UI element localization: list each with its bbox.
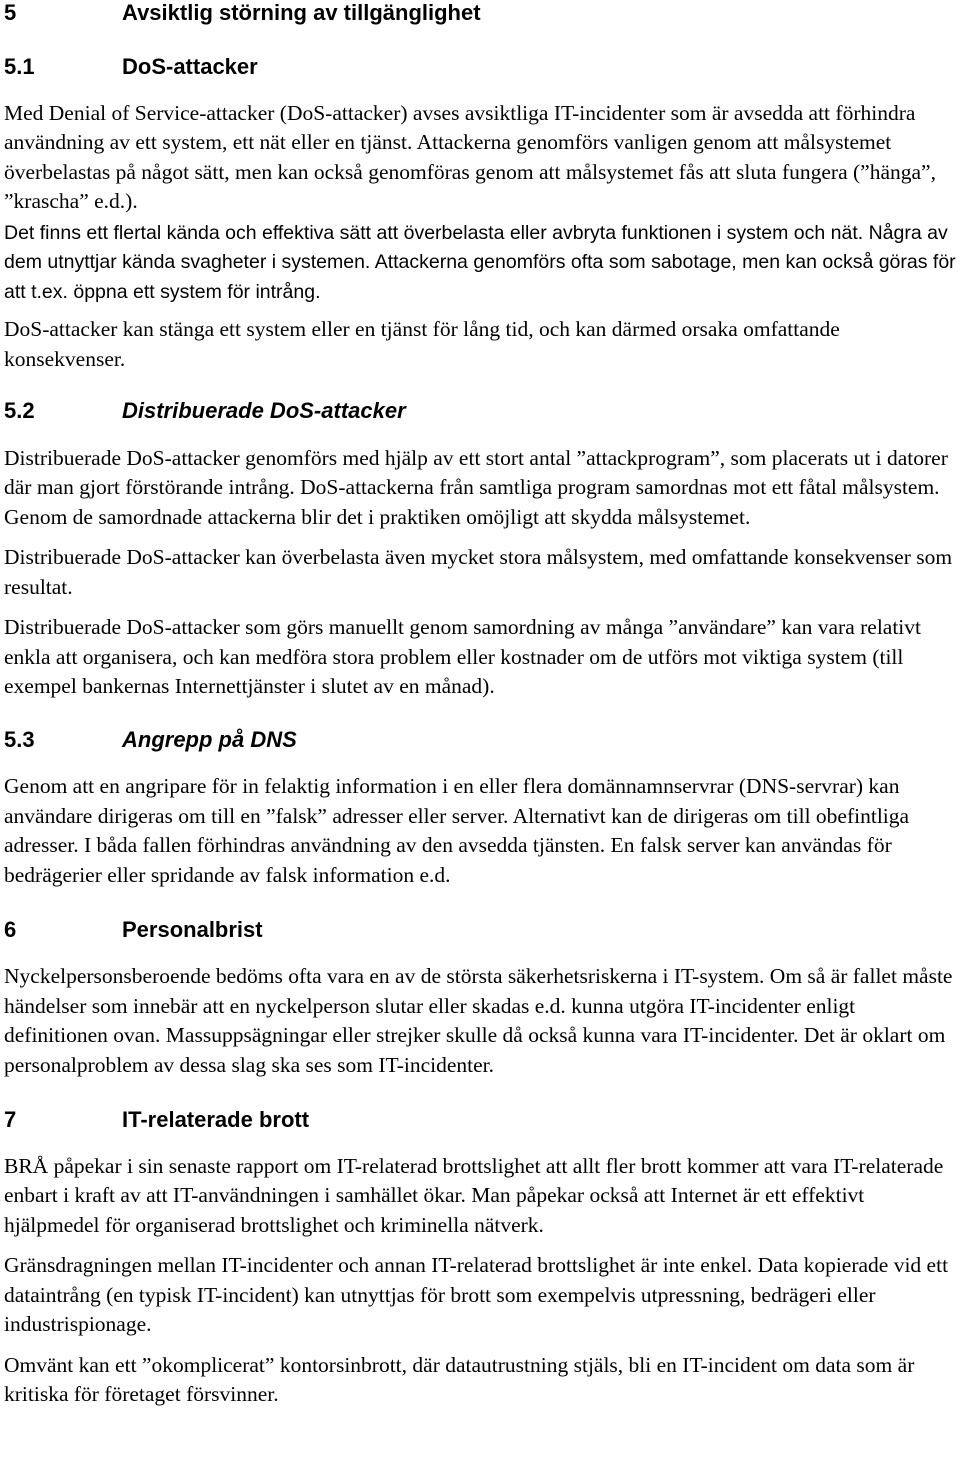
paragraph-dos-methods: Det finns ett flertal kända och effektiva sätt att överbelasta eller avbryta funktionen i system och nät. Några av dem utnyttjar kända svagheter i systemen. Attackerna genomförs ofta som sabotage, men kan också göras för att t.ex. öppna ett system för intrång. — [4, 221, 956, 303]
heading-section-6 — [4, 917, 956, 943]
heading-section-7 — [4, 1107, 956, 1133]
section-number: 5.1 — [4, 54, 35, 80]
section-number: 6 — [4, 917, 17, 943]
section-title: Angrepp på DNS — [122, 726, 297, 752]
paragraph-ddos-manual: Distribuerade DoS-attacker som görs manuellt genom samordning av många ”användare” kan vara relativt enkla att organisera, och kan medföra stora problem eller kostnader om de utförs mot viktiga system (till exempel bankernas Internettjänster i slutet av en månad). — [4, 615, 922, 699]
paragraph-bra-rapport: BRÅ påpekar i sin senaste rapport om IT-relaterad brottslighet att allt fler brott kommer att vara IT-relaterade enbart i kraft av att IT-användningen i samhället ökar. Man påpekar också att Internet är ett effektivt hjälpmedel för organiserad brottslighet och kriminella nätverk. — [4, 1153, 944, 1237]
paragraph-gransdragning: Gränsdragningen mellan IT-incidenter och annan IT-relaterad brottslighet är inte enkel. Data kopierade vid ett dataintrång (en typisk IT-incident) kan utnyttjas för brott som exempelvis utpressning, bedrägeri eller industrispionage. — [4, 1253, 949, 1337]
heading-section-5-3 — [4, 727, 956, 753]
section-number: 5 — [4, 0, 17, 25]
paragraph-kontorsinbrott: Omvänt kan ett ”okomplicerat” kontorsinbrott, där datautrustning stjäls, bli en IT-incident om data som är kritiska för företaget försvinner. — [4, 1352, 915, 1407]
section-title: Distribuerade DoS-attacker — [122, 398, 406, 424]
section-title: Personalbrist — [122, 917, 263, 943]
section-number: 5.3 — [4, 726, 35, 752]
paragraph-personalbrist: Nyckelpersonsberoende bedöms ofta vara en av de största säkerhetsriskerna i IT-system. Om så är fallet måste händelser som innebär att en nyckelperson slutar eller skadas e.d. kunna utgöra IT-incidenter enligt definitionen ovan. Massuppsägningar eller strejker skulle då också kunna vara IT-incidenter. Det är oklart om personalproblem av dessa slag ska ses som IT-incidenter. — [4, 964, 953, 1077]
section-title: IT-relaterade brott — [122, 1107, 310, 1133]
heading-section-5-1 — [4, 54, 956, 80]
paragraph-dns: Genom att en angripare för in felaktig information i en eller flera domännamnservrar (DNS-servrar) kan användare dirigeras om till en ”falsk” adresser eller server. Alternativt kan de dirigeras om till obefintliga adresser. I båda fallen förhindras användning av den avsedda tjänsten. En falsk server kan användas för bedrägerier eller spridande av falsk information e.d. — [4, 774, 910, 887]
section-title: DoS-attacker — [122, 54, 258, 80]
paragraph-ddos-intro: Distribuerade DoS-attacker genomförs med hjälp av ett stort antal ”attackprogram”, som placerats ut i datorer där man gjort förstörande intrång. DoS-attackerna från samtliga program samordnas mot ett fåtal målsystem. Genom de samordnade attackerna blir det i praktiken omöjligt att skydda målsystemet. — [4, 445, 948, 529]
paragraph-ddos-overload: Distribuerade DoS-attacker kan överbelasta även mycket stora målsystem, med omfattande konsekvenser som resultat. — [4, 545, 953, 599]
heading-section-5 — [4, 0, 956, 26]
paragraph-dos-intro: Med Denial of Service-attacker (DoS-attacker) avses avsiktliga IT-incidenter som är avsedda att förhindra användning av ett system, ett nät eller en tjänst. Attackerna genomförs vanligen genom att målsystemet överbelastas på något sätt, men kan också genomföras genom att målsystemet fås att sluta fungera (”hänga”, ”krascha” e.d.). — [4, 100, 936, 214]
paragraph-dos-consequences: DoS-attacker kan stänga ett system eller en tjänst för lång tid, och kan därmed orsaka omfattande konsekvenser. — [4, 317, 840, 371]
section-number: 7 — [4, 1107, 17, 1133]
section-number: 5.2 — [4, 398, 35, 424]
heading-section-5-2 — [4, 398, 956, 424]
section-title: Avsiktlig störning av tillgänglighet — [122, 0, 481, 25]
